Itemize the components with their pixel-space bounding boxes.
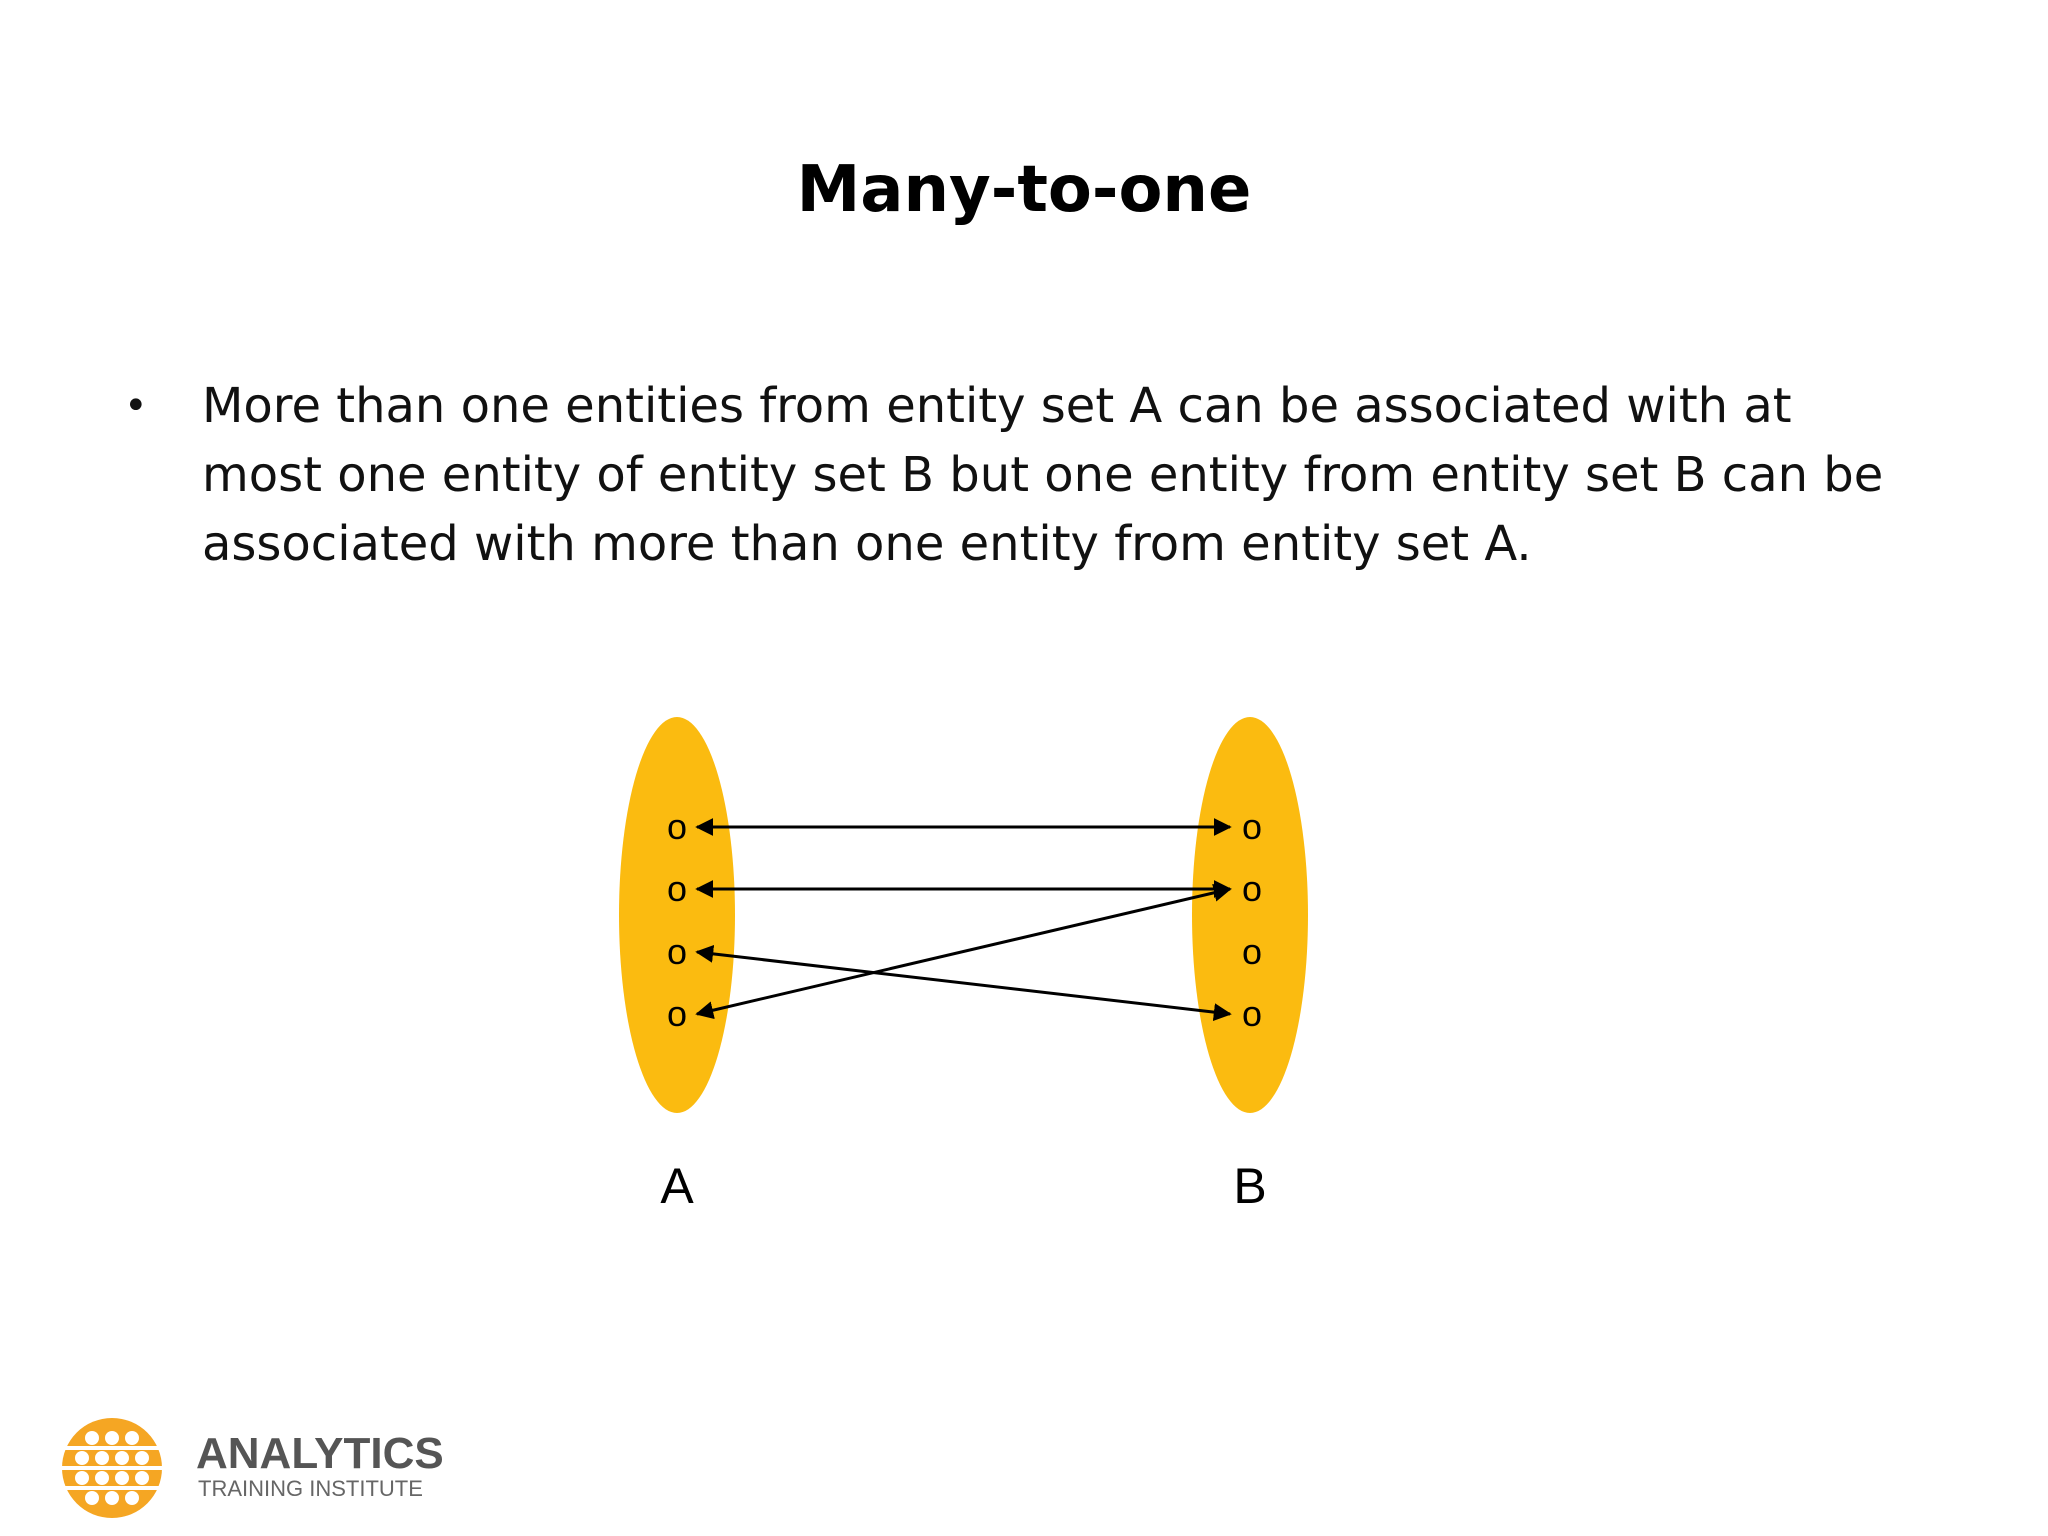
slide-title: Many-to-one — [796, 153, 1252, 227]
many-to-one-diagram — [600, 715, 1340, 1235]
company-logo — [58, 1418, 478, 1518]
entity-a-2: o — [666, 868, 688, 909]
entity-set-b-oval — [1192, 717, 1308, 1113]
relationship-arrow-4 — [697, 889, 1230, 1014]
entity-a-3: o — [666, 931, 688, 972]
logo-name: ANALYTICS — [196, 1429, 444, 1478]
entity-b-3: o — [1241, 931, 1263, 972]
abacus-circle-icon — [58, 1418, 166, 1518]
bullet-item — [120, 372, 1920, 579]
bullet-text: More than one entities from entity set A can be associated with at most one entity of entity set B but one entity from entity set B can be associated with more than one entity from entity set A. — [202, 378, 1884, 572]
entity-a-4: o — [666, 993, 688, 1034]
entity-set-b-label: B — [1233, 1158, 1267, 1214]
entity-set-a-oval — [619, 717, 735, 1113]
relationship-arrow-3 — [697, 952, 1230, 1014]
entity-b-2: o — [1241, 868, 1263, 909]
logo-tagline: TRAINING INSTITUTE — [198, 1476, 423, 1501]
entity-b-1: o — [1241, 806, 1263, 847]
relationship-arrows — [697, 827, 1230, 1014]
bullet-list — [120, 372, 1920, 579]
entity-b-4: o — [1241, 993, 1263, 1034]
entity-a-1: o — [666, 806, 688, 847]
bullet-marker: • — [124, 383, 148, 429]
entity-set-a-label: A — [660, 1158, 694, 1214]
